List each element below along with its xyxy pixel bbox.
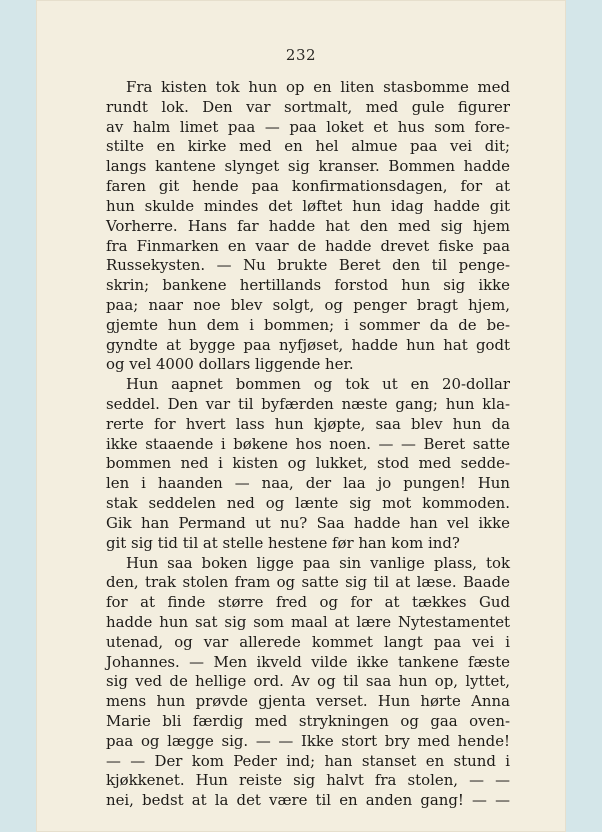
text-line: skrin; bankene hertillands forstod hun sig ikke bbox=[106, 276, 510, 295]
text-line: gyndte at bygge paa nyfjøset, hadde hun hat godt bbox=[106, 335, 510, 354]
text-line: — — Der kom Peder ind; han stanset en stund i bbox=[106, 751, 510, 770]
text-line: langs kantene slynget sig kranser. Bommen hadde bbox=[106, 157, 510, 176]
text-line: hun skulde mindes det løftet hun idag hadde git bbox=[106, 196, 510, 215]
text-line: Hun saa boken ligge paa sin vanlige plass, tok bbox=[126, 553, 510, 572]
text-line: git sig tid til at stelle hestene før han kom ind? bbox=[106, 533, 460, 552]
text-line: sig ved de hellige ord. Av og til saa hun op, lyttet, bbox=[106, 672, 510, 691]
page-number: 232 bbox=[285, 46, 317, 64]
text-line: Johannes. — Men ikveld vilde ikke tankene fæste bbox=[106, 652, 510, 671]
text-line: for at finde større fred og for at tækkes Gud bbox=[106, 593, 510, 612]
text-line: stilte en kirke med en hel almue paa vei dit; bbox=[106, 137, 510, 156]
text-line: Gik han Permand ut nu? Saa hadde han vel ikke bbox=[106, 513, 510, 532]
text-line: Vorherre. Hans far hadde hat den med sig hjem bbox=[106, 216, 510, 235]
text-line: den, trak stolen fram og satte sig til at læse. Baade bbox=[106, 573, 510, 592]
text-line: bommen ned i kisten og lukket, stod med sedde- bbox=[106, 454, 510, 473]
text-line: hadde hun sat sig som maal at lære Nytestamentet bbox=[106, 612, 510, 631]
text-line: ikke staaende i bøkene hos noen. — — Beret satte bbox=[106, 434, 510, 453]
text-line: Fra kisten tok hun op en liten stasbomme med bbox=[126, 78, 510, 96]
text-line: seddel. Den var til byfærden næste gang; hun kla- bbox=[106, 395, 510, 413]
text-line: mens hun prøvde gjenta verset. Hun hørte Anna bbox=[106, 692, 510, 711]
text-line: fra Finmarken en vaar de hadde drevet fiske paa bbox=[106, 236, 510, 255]
body-text bbox=[106, 78, 510, 811]
text-line: Russekysten. — Nu brukte Beret den til penge- bbox=[106, 256, 510, 275]
text-line: kjøkkenet. Hun reiste sig halvt fra stolen, — — bbox=[106, 771, 510, 790]
text-line: Marie bli færdig med strykningen og gaa oven- bbox=[106, 712, 510, 730]
text-line: faren git hende paa konfirmationsdagen, for at bbox=[106, 177, 510, 196]
text-line: gjemte hun dem i bommen; i sommer da de be- bbox=[106, 315, 510, 334]
text-line: Hun aapnet bommen og tok ut en 20-dollar bbox=[126, 375, 510, 394]
text-line: av halm limet paa — paa loket et hus som fore- bbox=[106, 117, 510, 136]
book-page bbox=[36, 0, 566, 832]
text-line: og vel 4000 dollars liggende her. bbox=[106, 355, 354, 374]
text-line: paa og lægge sig. — — Ikke stort bry med hende! bbox=[106, 731, 510, 750]
text-line: paa; naar noe blev solgt, og penger bragt hjem, bbox=[106, 295, 510, 314]
text-line: rerte for hvert lass hun kjøpte, saa blev hun da bbox=[106, 414, 510, 433]
text-line: stak seddelen ned og lænte sig mot kommoden. bbox=[106, 494, 510, 513]
text-line: utenad, og var allerede kommet langt paa vei i bbox=[106, 632, 510, 651]
text-line: len i haanden — naa, der laa jo pungen! Hun bbox=[106, 474, 510, 493]
text-line: nei, bedst at la det være til en anden gang! — — bbox=[106, 791, 510, 810]
text-line: rundt lok. Den var sortmalt, med gule figurer bbox=[106, 97, 510, 116]
